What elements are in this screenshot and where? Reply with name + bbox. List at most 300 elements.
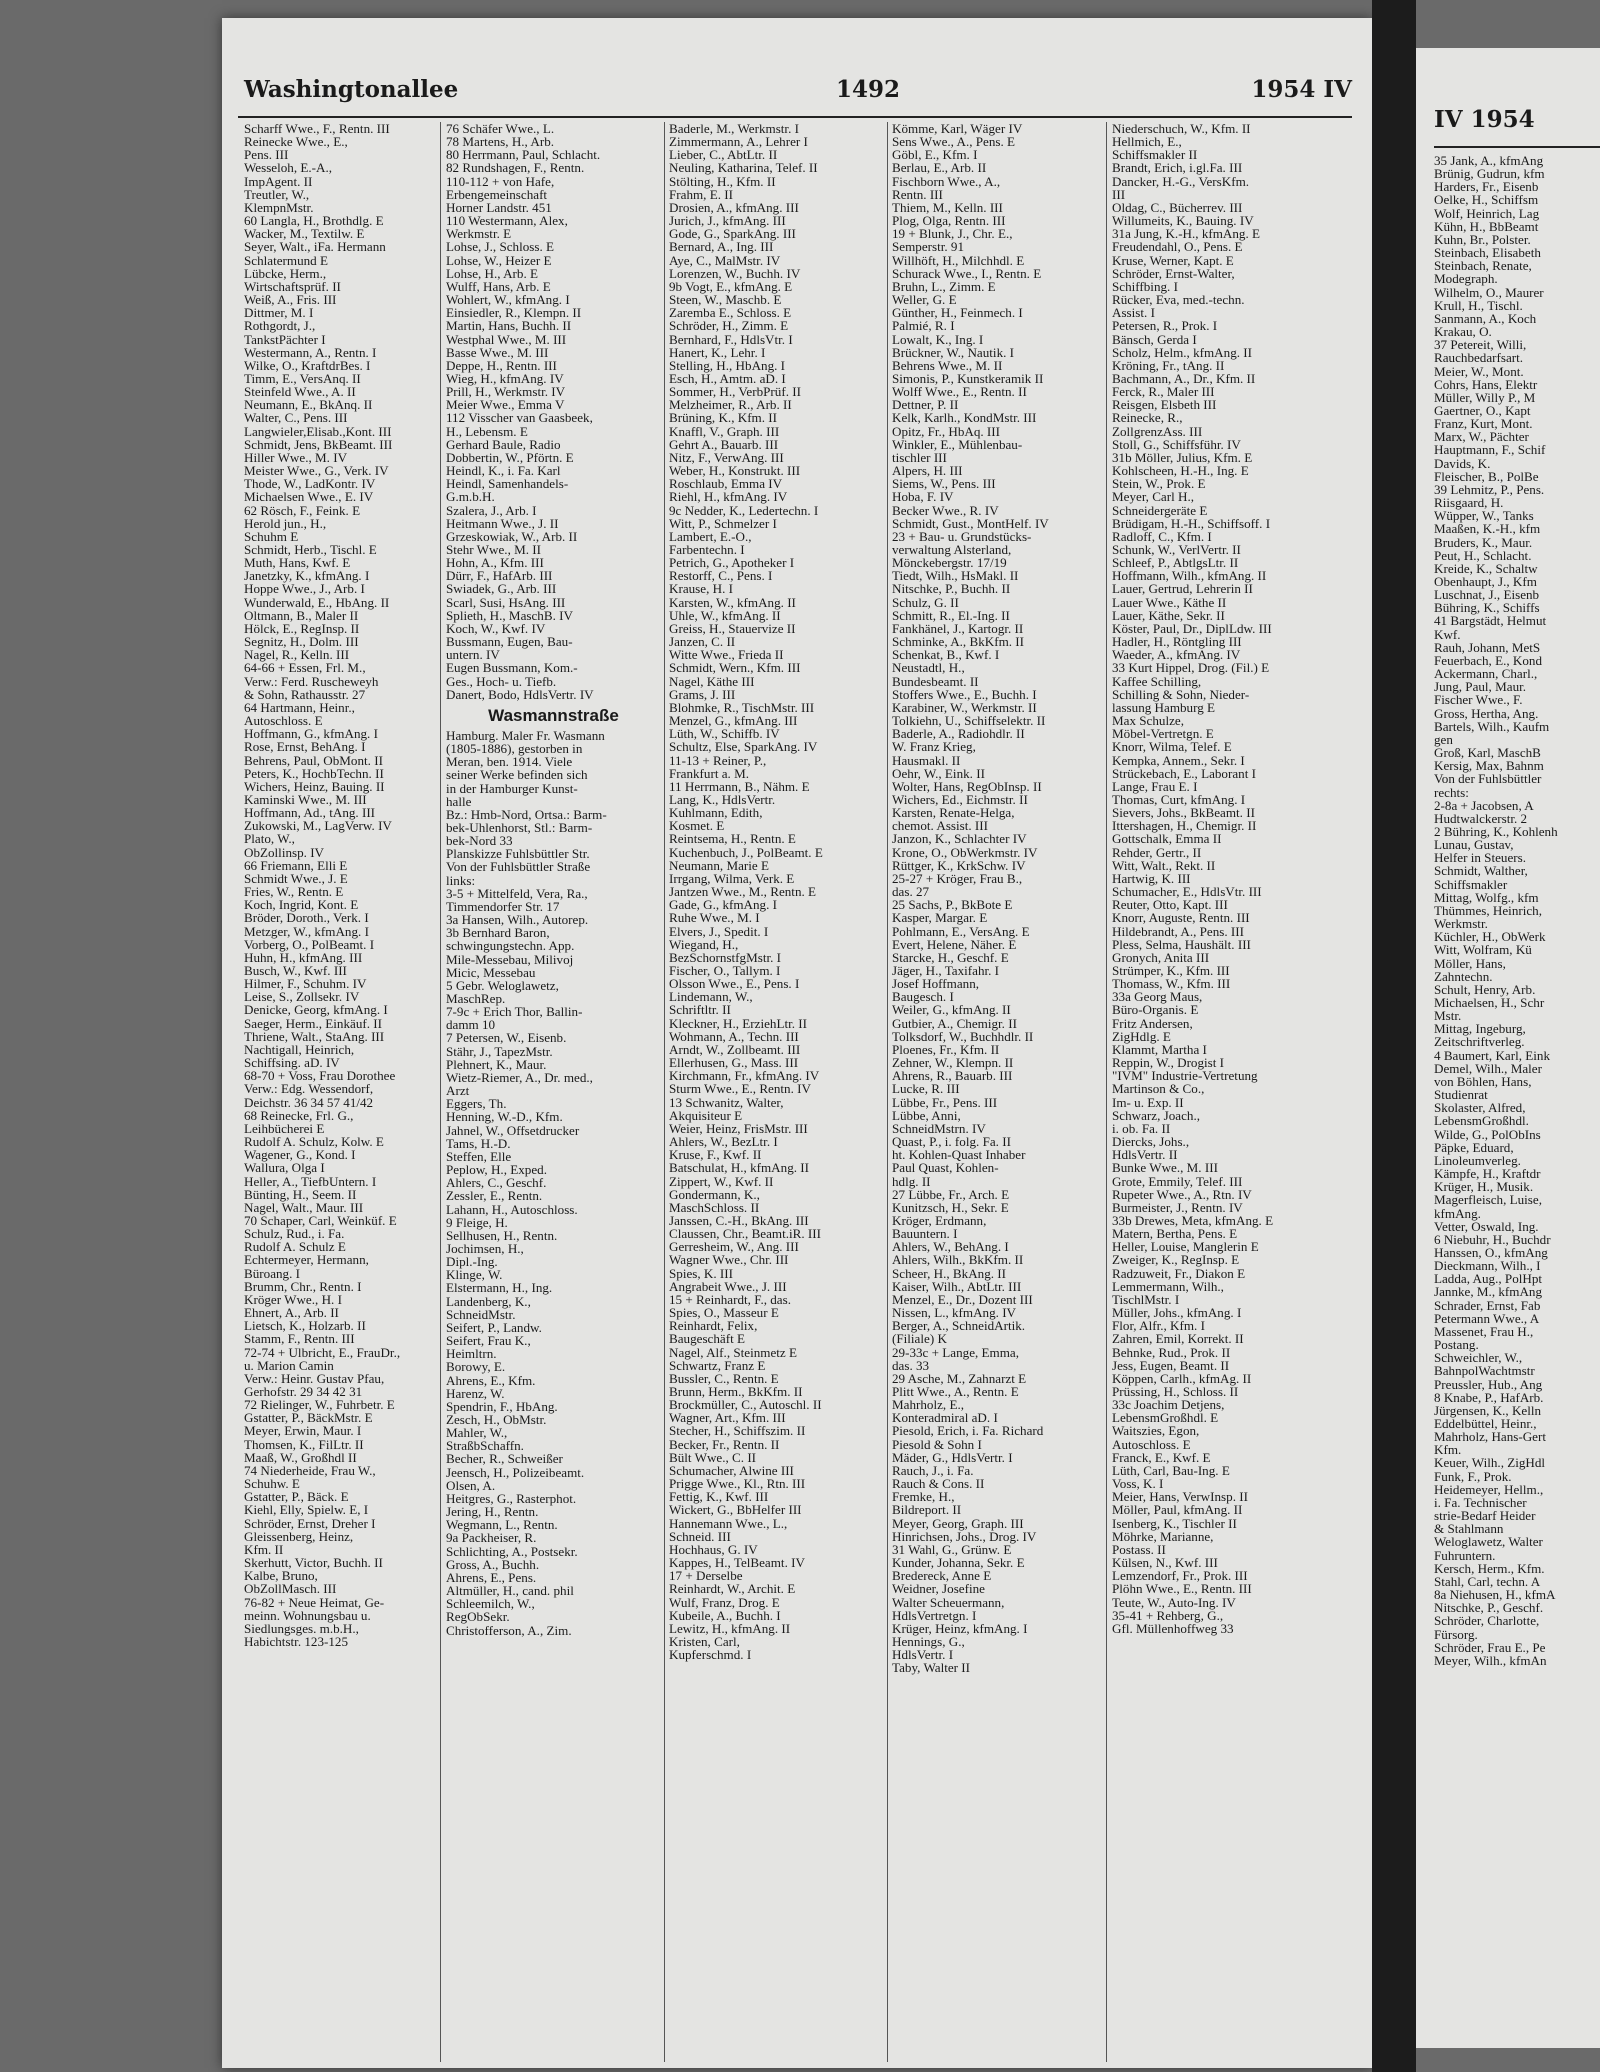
directory-entry: Henning, W.-D., Kfm. — [446, 1109, 563, 1125]
directory-entry: Neuling, Katharina, Telef. II — [669, 160, 818, 176]
directory-entry: ObZollMasch. III — [244, 1581, 337, 1597]
directory-entry: Piesold & Sohn I — [892, 1436, 982, 1452]
column-divider — [1106, 122, 1107, 2062]
directory-entry: Oldag, C., Bücherrev. III — [1112, 199, 1243, 215]
directory-entry: Micic, Messebau — [446, 964, 536, 980]
directory-entry: Päpke, Eduard, — [1434, 1139, 1514, 1155]
directory-entry: LebensmGroßhdl. — [1434, 1113, 1529, 1129]
directory-entry: Seifert, P., Landw. — [446, 1319, 542, 1335]
directory-entry: in der Hamburger Kunst- — [446, 780, 578, 796]
directory-entry: HdlsVertr. II — [1112, 1147, 1178, 1163]
directory-entry: BezSchornstfgMstr. I — [669, 949, 782, 965]
directory-entry: Herold jun., H., — [244, 515, 327, 531]
directory-entry: Evert, Helene, Näher. E — [892, 936, 1017, 952]
directory-entry: 31b Möller, Julius, Kfm. E — [1112, 449, 1253, 465]
directory-entry: Bundesbeamt. II — [892, 673, 979, 689]
directory-entry: Kröning, Fr., tAng. II — [1112, 357, 1225, 373]
directory-entry: Schmidt Wwe., J. E — [244, 870, 348, 886]
directory-entry: Kohlscheen, H.-H., Ing. E — [1112, 463, 1249, 479]
directory-entry: Schultz, Else, SparkAng. IV — [669, 739, 818, 755]
directory-entry: Schiffsmakler II — [1112, 147, 1198, 163]
directory-entry: H., Lebensm. E — [446, 423, 528, 439]
directory-entry: Meyer, Carl H., — [1112, 489, 1195, 505]
directory-entry: 8a Niehusen, H., kfmA — [1434, 1587, 1556, 1603]
directory-entry: Lange, Frau E. I — [1112, 778, 1198, 794]
directory-entry: 35-41 + Rehberg, G., — [1112, 1607, 1224, 1623]
directory-entry: Skerhutt, Victor, Buchh. II — [244, 1555, 383, 1571]
directory-entry: Wickert, G., BbHelfer III — [669, 1502, 802, 1518]
directory-entry: Günther, H., Feinmech. I — [892, 305, 1023, 321]
directory-entry: Lauer, Gertrud, Lehrerin II — [1112, 581, 1253, 597]
directory-entry: Freudendahl, O., Pens. E — [1112, 239, 1243, 255]
directory-entry: Möhrke, Marianne, — [1112, 1528, 1214, 1544]
directory-entry: Mittag, Wolfg., kfm — [1434, 889, 1539, 905]
directory-entry: Opitz, Fr., HbAq. III — [892, 423, 1001, 439]
directory-entry: Wiegand, H., — [669, 936, 739, 952]
directory-entry: 62 Rösch, F., Feink. E — [244, 502, 361, 518]
directory-entry: Kunitzsch, H., Sekr. E — [892, 1199, 1009, 1215]
directory-entry: Müller, Johs., kfmAng. I — [1112, 1305, 1242, 1321]
directory-entry: Reinhardt, W., Archit. E — [669, 1581, 796, 1597]
directory-entry: Kaiser, Wilh., AbtLtr. III — [892, 1278, 1022, 1294]
directory-entry: Zimmermann, A., Lehrer I — [669, 134, 808, 150]
directory-entry: 29-33c + Lange, Emma, — [892, 1344, 1020, 1360]
directory-entry: Gehrt A., Bauarb. III — [669, 436, 779, 452]
header-rule — [238, 116, 1352, 118]
directory-entry: das. 27 — [892, 884, 930, 900]
directory-entry: Hauptmann, F., Schif — [1434, 442, 1546, 458]
directory-entry: 3b Bernhard Baron, — [446, 925, 550, 941]
directory-entry: Behrens, Paul, ObMont. II — [244, 752, 383, 768]
directory-entry: Danert, Bodo, HdlsVertr. IV — [446, 686, 594, 702]
directory-entry: Kaffee Schilling, — [1112, 673, 1202, 689]
directory-entry: (Filiale) K — [892, 1331, 947, 1347]
directory-entry: Weller, G. E — [892, 292, 957, 308]
directory-entry: Tolkiehn, U., Schiffselektr. II — [892, 713, 1046, 729]
directory-entry: Sommer, H., VerbPrüf. II — [669, 384, 801, 400]
directory-entry: Wegmann, L., Rentn. — [446, 1517, 558, 1533]
directory-entry: 74 Niederheide, Frau W., — [244, 1462, 376, 1478]
directory-entry: Huhn, H., kfmAng. III — [244, 949, 363, 965]
directory-entry: Hoffmann, Wilh., kfmAng. II — [1112, 568, 1267, 584]
directory-entry: Karabiner, W., Werkmstr. II — [892, 699, 1037, 715]
directory-entry: Hanert, K., Lehr. I — [669, 344, 766, 360]
directory-entry: Bussmann, Eugen, Bau- — [446, 634, 573, 650]
directory-entry: Ahrens, R., Bauarb. III — [892, 1068, 1013, 1084]
directory-entry: Planskizze Fuhlsbüttler Str. — [446, 846, 590, 862]
directory-entry: Ackermann, Charl., — [1434, 666, 1538, 682]
directory-entry: Schröder, Ernst-Walter, — [1112, 265, 1235, 281]
directory-entry: Meier, W., Mont. — [1434, 363, 1524, 379]
directory-entry: 78 Martens, H., Arb. — [446, 134, 555, 150]
directory-entry: Zukowski, M., LagVerw. IV — [244, 818, 392, 834]
directory-entry: G.m.b.H. — [446, 489, 495, 505]
directory-entry: Schminke, A., BkKfm. II — [892, 634, 1025, 650]
directory-entry: Modegraph. — [1434, 271, 1498, 287]
directory-entry: Uhle, W., kfmAng. II — [669, 607, 781, 623]
directory-entry: Meran, ben. 1914. Viele — [446, 754, 573, 770]
directory-entry: 27 Lübbe, Fr., Arch. E — [892, 1186, 1010, 1202]
directory-entry: Reisgen, Elsbeth III — [1112, 397, 1217, 413]
directory-entry: Schulz, Rud., i. Fa. — [244, 1226, 345, 1242]
directory-entry: Hiller Wwe., M. IV — [244, 449, 348, 465]
directory-entry: Davids, K. — [1434, 455, 1491, 471]
directory-entry: Grote, Emmily, Telef. III — [1112, 1173, 1243, 1189]
directory-entry: Brockmüller, C., Autoschl. II — [669, 1397, 822, 1413]
directory-entry: Drosien, A., kfmAng. III — [669, 199, 799, 215]
directory-entry: Thomas, Curt, kfmAng. I — [1112, 791, 1246, 807]
directory-entry: MaschRep. — [446, 991, 506, 1006]
directory-entry: i. Fa. Technischer — [1434, 1494, 1527, 1510]
directory-entry: Hanssen, O., kfmAng — [1434, 1244, 1548, 1260]
directory-entry: Peters, K., HochbTechn. II — [244, 765, 384, 781]
directory-entry: Meyer, Wilh., kfmAn — [1434, 1652, 1547, 1668]
directory-entry: Diercks, Johs., — [1112, 1134, 1190, 1150]
directory-entry: Plehnert, K., Maur. — [446, 1056, 547, 1072]
directory-entry: Voss, K. I — [1112, 1476, 1164, 1492]
directory-entry: Mittag, Ingeburg, — [1434, 1021, 1526, 1037]
directory-entry: Bauuntern. I — [892, 1226, 958, 1242]
directory-entry: 19 + Blunk, J., Chr. E., — [892, 226, 1013, 242]
directory-entry: Plöhn Wwe., E., Rentn. III — [1112, 1581, 1252, 1597]
directory-entry: Hoppe Wwe., J., Arb. I — [244, 581, 365, 597]
directory-entry: Zeitschriftverleg. — [1434, 1034, 1525, 1050]
directory-entry: Melzheimer, R., Arb. II — [669, 397, 792, 413]
directory-entry: Wulff, Hans, Arb. E — [446, 278, 551, 294]
directory-entry: Hoffmann, Ad., tAng. III — [244, 805, 376, 821]
directory-entry: Schwarz, Joach., — [1112, 1107, 1200, 1123]
directory-entry: Zweiger, K., RegInsp. E — [1112, 1252, 1240, 1268]
directory-entry: Gleissenberg, Heinz, — [244, 1528, 354, 1544]
directory-entry: "IVM" Industrie-Vertretung — [1112, 1068, 1258, 1084]
directory-entry: Dipl.-Ing. — [446, 1254, 498, 1270]
directory-entry: Bühring, K., Schiffs — [1434, 600, 1540, 616]
directory-entry: Studienrat — [1434, 1087, 1488, 1103]
directory-entry: u. Marion Camin — [244, 1357, 334, 1373]
directory-entry: Hilmer, F., Schuhm. IV — [244, 976, 367, 992]
directory-entry: Nachtigall, Heinrich, — [244, 1041, 355, 1057]
directory-entry: Franz, Kurt, Mont. — [1434, 416, 1533, 432]
directory-entry: Elstermann, H., Ing. — [446, 1280, 553, 1296]
directory-entry: Schröder, Ernst, Dreher I — [244, 1515, 376, 1531]
directory-entry: LebensmGroßhdl. E — [1112, 1410, 1219, 1426]
directory-entry: Berger, A., SchneidArtik. — [892, 1318, 1026, 1334]
street-heading: Wasmannstraße — [488, 705, 619, 725]
directory-entry: & Sohn, Rathausstr. 27 — [244, 686, 366, 702]
directory-entry: Steinfeld Wwe., A. II — [244, 384, 356, 400]
directory-entry: Pens. III — [244, 147, 289, 163]
directory-entry: 35 Jank, A., kfmAng — [1434, 154, 1544, 168]
directory-entry: Roschlaub, Emma IV — [669, 476, 783, 492]
directory-entry: Fleischer, B., PolBe — [1434, 468, 1539, 484]
directory-entry: Gondermann, K., — [669, 1186, 760, 1202]
directory-entry: Weiß, A., Fris. III — [244, 292, 337, 308]
directory-entry: Gottschalk, Emma II — [1112, 831, 1222, 847]
directory-entry: Keuer, Wilh., ZigHdl — [1434, 1455, 1546, 1471]
directory-entry: Schulz, G. II — [892, 594, 959, 610]
directory-entry: Segnitz, H., Dolm. III — [244, 634, 359, 650]
directory-entry: i. ob. Fa. II — [1112, 1120, 1171, 1136]
directory-entry: Erbengemeinschaft — [446, 186, 548, 202]
directory-entry: Wohlert, W., kfmAng. I — [446, 292, 570, 308]
directory-entry: Horner Landstr. 451 — [446, 199, 552, 215]
directory-entry: Spies, K. III — [669, 1265, 734, 1281]
directory-entry: Weloglawetz, Walter — [1434, 1534, 1543, 1550]
directory-entry: Ahrens, E., Kfm. — [446, 1372, 536, 1388]
directory-entry: Lowalt, K., Ing. I — [892, 331, 984, 347]
directory-entry: 64-66 + Essen, Frl. M., — [244, 660, 366, 676]
directory-entry: Kühn, H., BbBeamt — [1434, 218, 1539, 234]
directory-entry: Koch, W., Kwf. IV — [446, 620, 546, 636]
directory-entry: Lucke, R. III — [892, 1081, 960, 1097]
directory-entry: RegObSekr. — [446, 1609, 510, 1625]
directory-entry: ZigHdlg. E — [1112, 1028, 1171, 1044]
directory-entry: Pohlmann, E., VersAng. E — [892, 923, 1030, 939]
directory-entry: Mahrholz, E., — [892, 1397, 964, 1413]
directory-entry: Menzel, E., Dr., Dozent III — [892, 1291, 1033, 1307]
directory-entry: Arzt — [446, 1083, 470, 1099]
directory-entry: Weidner, Josefine — [892, 1581, 985, 1597]
directory-entry: Lübbe, Anni, — [892, 1107, 961, 1123]
directory-entry: Lohse, H., Arb. E — [446, 265, 539, 281]
directory-entry: Gode, G., SparkAng. III — [669, 226, 796, 242]
directory-entry: Rauch, J., i. Fa. — [892, 1462, 974, 1478]
directory-entry: Landenberg, K., — [446, 1293, 531, 1309]
directory-entry: 72-74 + Ulbricht, E., FrauDr., — [244, 1344, 401, 1360]
directory-entry: Steinbach, Renate, — [1434, 258, 1532, 274]
directory-entry: Petermann Wwe., A — [1434, 1310, 1540, 1326]
directory-entry: Franck, E., Kwf. E — [1112, 1449, 1211, 1465]
directory-entry: Petrich, G., Apotheker I — [669, 555, 795, 571]
directory-entry: Brünig, Gudrun, kfm — [1434, 166, 1545, 182]
directory-entry: Jahnel, W., Offsetdrucker — [446, 1122, 580, 1138]
directory-entry: Harders, Fr., Eisenb — [1434, 179, 1539, 195]
directory-entry: Nagel, Alf., Steinmetz E — [669, 1344, 797, 1360]
directory-entry: Krüger, H., Musik. — [1434, 1179, 1534, 1195]
directory-entry: Kämpfe, H., Kraftdr — [1434, 1166, 1541, 1182]
directory-entry: Hartwig, K. III — [1112, 870, 1191, 886]
directory-entry: Müller, Willy P., M — [1434, 389, 1536, 405]
directory-entry: Willhöft, H., Milchhdl. E — [892, 252, 1025, 268]
directory-entry: Plato, W., — [244, 831, 295, 847]
directory-entry: Winkler, E., Mühlenbau- — [892, 436, 1023, 452]
directory-entry: Kwf. — [1434, 626, 1461, 642]
directory-entry: Zesch, H., ObMstr. — [446, 1412, 547, 1427]
directory-entry: Mäder, G., HdlsVertr. I — [892, 1449, 1013, 1465]
directory-entry: Rudolf A. Schulz, Kolw. E — [244, 1134, 384, 1150]
directory-entry: 31 Wahl, G., Grünw. E — [892, 1541, 1012, 1557]
directory-entry: Wagener, G., Kond. I — [244, 1147, 356, 1163]
directory-entry: Meyer, Erwin, Maur. I — [244, 1423, 362, 1439]
directory-entry: Bz.: Hmb-Nord, Ortsa.: Barm- — [446, 806, 607, 822]
directory-entry: von Böhlen, Hans, — [1434, 1073, 1532, 1089]
directory-entry: Bartels, Wilh., Kaufm — [1434, 718, 1550, 734]
directory-entry: 7 Petersen, W., Eisenb. — [446, 1030, 567, 1046]
directory-entry: Kiehl, Elly, Spielw. E, I — [244, 1502, 369, 1518]
directory-entry: 5 Gebr. Weloglawetz, — [446, 977, 559, 993]
directory-entry: Nitschke, P., Geschf. — [1434, 1600, 1544, 1616]
directory-entry: 110 Westermann, Alex, — [446, 213, 568, 229]
directory-entry: Fremke, H., — [892, 1489, 955, 1505]
directory-entry: Lauer Wwe., Käthe II — [1112, 594, 1227, 610]
directory-entry: Lemmermann, Wilh., — [1112, 1278, 1224, 1294]
directory-entry: Leihbücherei E — [244, 1120, 325, 1136]
directory-entry: Wesseloh, E.-A., — [244, 160, 333, 176]
directory-entry: Göbl, E., Kfm. I — [892, 147, 978, 163]
directory-entry: Verw.: Heinr. Gustav Pfau, — [244, 1370, 385, 1386]
directory-entry: Schröder, H., Zimm. E — [669, 318, 789, 334]
directory-entry: Dittmer, M. I — [244, 305, 314, 321]
directory-entry: Linoleumverleg. — [1434, 1152, 1521, 1168]
directory-entry: Siems, W., Pens. III — [892, 476, 996, 492]
directory-entry: Josef Hoffmann, — [892, 976, 980, 992]
directory-entry: Schmidt, Wern., Kfm. III — [669, 660, 801, 676]
directory-entry: Reuter, Otto, Kapt. III — [1112, 897, 1228, 913]
directory-entry: Frahm, E. II — [669, 186, 733, 202]
directory-entry: Rudolf A. Schulz E — [244, 1239, 346, 1255]
directory-entry: 13 Schwanitz, Walter, — [669, 1094, 784, 1110]
directory-entry: Heitgres, G., Rasterphot. — [446, 1490, 577, 1506]
directory-page — [222, 18, 1372, 2068]
directory-entry: Zahntechn. — [1434, 968, 1493, 984]
directory-entry: Rentn. III — [892, 186, 943, 202]
directory-entry: Heller, Louise, Manglerin E — [1112, 1239, 1259, 1255]
directory-entry: Claussen, Chr., Beamt.iR. III — [669, 1226, 822, 1242]
directory-entry: 66 Friemann, Elli E — [244, 857, 348, 873]
directory-entry: Lambert, E.-O., — [669, 528, 752, 544]
directory-entry: Jannke, M., kfmAng — [1434, 1284, 1543, 1300]
directory-entry: Marx, W., Pächter — [1434, 429, 1529, 445]
directory-entry: StraßbSchaffn. — [446, 1438, 524, 1454]
directory-entry: Scarl, Susi, HsAng. III — [446, 594, 566, 610]
directory-entry: Sturm Wwe., E., Rentn. IV — [669, 1081, 811, 1097]
directory-entry: Lorenzen, W., Buchh. IV — [669, 265, 801, 281]
directory-entry: Fettig, K., Kwf. III — [669, 1489, 769, 1505]
directory-entry: Hildebrandt, A., Pens. III — [1112, 923, 1245, 939]
directory-entry: Lunau, Gustav, — [1434, 837, 1514, 853]
directory-entry: Schiffbing. I — [1112, 278, 1178, 294]
directory-entry: Helfer in Steuers. — [1434, 850, 1526, 866]
directory-entry: 7-9c + Erich Thor, Ballin- — [446, 1004, 583, 1020]
directory-entry: Arndt, W., Zollbeamt. III — [669, 1041, 801, 1057]
directory-entry: 33c Joachim Detjens, — [1112, 1397, 1225, 1413]
directory-entry: Westermann, A., Rentn. I — [244, 344, 377, 360]
directory-entry: Witt, Wolfram, Kü — [1434, 942, 1532, 958]
directory-entry: Schult, Henry, Arb. — [1434, 981, 1536, 997]
directory-entry: Janssen, C.-H., BkAng. III — [669, 1212, 809, 1228]
directory-entry: gen — [1434, 731, 1453, 747]
directory-entry: Thriene, Walt., StaAng. III — [244, 1028, 385, 1044]
column-3 — [669, 122, 884, 2062]
directory-entry: Konteradmiral aD. I — [892, 1410, 998, 1426]
directory-entry: Palmié, R. I — [892, 318, 955, 334]
directory-entry: Michaelsen Wwe., E. IV — [244, 489, 374, 505]
directory-entry: Ahlers, Wilh., BkKfm. II — [892, 1252, 1024, 1268]
year-section: 1954 IV — [1251, 76, 1352, 103]
directory-entry: Massenet, Frau H., — [1434, 1323, 1534, 1339]
directory-entry: Gstatter, P., BäckMstr. E — [244, 1410, 373, 1426]
directory-entry: Basse Wwe., M. III — [446, 344, 549, 360]
directory-entry: Lemzendorf, Fr., Prok. III — [1112, 1568, 1248, 1584]
book-gutter — [1372, 0, 1416, 2072]
directory-entry: Akquisiteur E — [669, 1107, 743, 1123]
directory-entry: 11 Herrmann, B., Nähm. E — [669, 778, 810, 794]
directory-entry: Kfm. — [1434, 1442, 1462, 1458]
directory-entry: Oehr, W., Eink. II — [892, 765, 985, 781]
directory-entry: Dieckmann, Wilh., I — [1434, 1258, 1541, 1274]
directory-entry: Rücker, Eva, med.-techn. — [1112, 292, 1245, 308]
directory-entry: Schweichler, W., — [1434, 1350, 1523, 1366]
directory-entry: Maaßen, K.-H., kfm — [1434, 521, 1541, 537]
directory-entry: strie-Bedarf Heider — [1434, 1508, 1536, 1524]
directory-entry: Hadler, H., Röntgling III — [1112, 634, 1242, 650]
directory-entry: Lieber, C., AbtLtr. II — [669, 147, 778, 163]
directory-entry: Schumacher, E., HdlsVtr. III — [1112, 884, 1262, 900]
directory-entry: Treutler, W., — [244, 186, 310, 202]
directory-entry: Brandt, Erich, i.gl.Fa. III — [1112, 160, 1243, 176]
directory-entry: Petersen, R., Prok. I — [1112, 318, 1218, 334]
directory-entry: Fischer Wwe., F. — [1434, 692, 1523, 708]
directory-entry: Berlau, E., Arb. II — [892, 160, 987, 176]
directory-entry: Strümper, K., Kfm. III — [1112, 963, 1230, 978]
directory-entry: Brumm, Chr., Rentn. I — [244, 1278, 362, 1294]
directory-entry: Wunderwald, E., HbAng. II — [244, 594, 390, 610]
directory-entry: 39 Lehmitz, P., Pens. — [1434, 481, 1545, 497]
directory-entry: Kfm. II — [244, 1541, 284, 1557]
directory-entry: Schwartz, Franz E — [669, 1357, 766, 1373]
directory-entry: Michaelsen, H., Schr — [1434, 995, 1545, 1010]
directory-entry: 9c Nedder, K., Ledertechn. I — [669, 502, 819, 518]
directory-entry: Vorberg, O., PolBeamt. I — [244, 936, 375, 952]
directory-entry: Zaremba E., Schloss. E — [669, 305, 792, 321]
directory-entry: Leise, S., Zollsekr. IV — [244, 989, 360, 1005]
directory-entry: 80 Herrmann, Paul, Schlacht. — [446, 147, 601, 163]
directory-entry: Flor, Alfr., Kfm. I — [1112, 1318, 1205, 1334]
directory-entry: Simonis, P., Kunstkeramik II — [892, 370, 1044, 386]
directory-entry: Ahlers, W., BezLtr. I — [669, 1134, 778, 1150]
directory-entry: Heindl, K., i. Fa. Karl — [446, 463, 561, 479]
directory-entry: Max Schulze, — [1112, 713, 1184, 729]
directory-entry: Schmitt, R., El.-Ing. II — [892, 607, 1010, 623]
directory-entry: HdlsVertr. I — [892, 1647, 954, 1663]
directory-entry: Seyer, Walt., iFa. Hermann — [244, 239, 386, 255]
directory-entry: Kupferschmd. I — [669, 1647, 752, 1663]
directory-entry: Habichtstr. 123-125 — [244, 1633, 349, 1649]
directory-entry: Schurack Wwe., I., Rentn. E — [892, 265, 1042, 281]
directory-entry: Knaffl, V., Graph. III — [669, 423, 780, 439]
directory-entry: 76 Schäfer Wwe., L. — [446, 122, 555, 136]
street-title: Washingtonallee — [244, 76, 459, 103]
directory-entry: Witt, P., Schmelzer I — [669, 515, 777, 531]
directory-entry: Brückner, W., Nautik. I — [892, 344, 1015, 360]
directory-entry: Lohse, W., Heizer E — [446, 252, 552, 268]
directory-entry: ObZollinsp. IV — [244, 844, 325, 860]
directory-entry: Christofferson, A., Zim. — [446, 1622, 572, 1638]
directory-entry: Rothgordt, J., — [244, 318, 316, 334]
directory-entry: Mönckebergstr. 17/19 — [892, 555, 1007, 571]
directory-entry: Heitmann Wwe., J. II — [446, 515, 559, 531]
directory-entry: 15 + Reinhardt, F., das. — [669, 1291, 791, 1307]
directory-entry: Büroang. I — [244, 1265, 301, 1281]
directory-entry: Stamm, F., Rentn. III — [244, 1331, 355, 1347]
directory-entry: Matern, Bertha, Pens. E — [1112, 1226, 1238, 1242]
directory-entry: Reinhardt, Felix, — [669, 1318, 758, 1334]
directory-entry: Rauch & Cons. II — [892, 1476, 985, 1492]
directory-entry: Nitz, F., VerwAng. III — [669, 449, 784, 465]
directory-entry: Dürr, F., HafArb. III — [446, 568, 553, 584]
directory-entry: Kröger Wwe., H. I — [244, 1291, 342, 1307]
directory-entry: Gade, G., kfmAng. I — [669, 897, 777, 913]
